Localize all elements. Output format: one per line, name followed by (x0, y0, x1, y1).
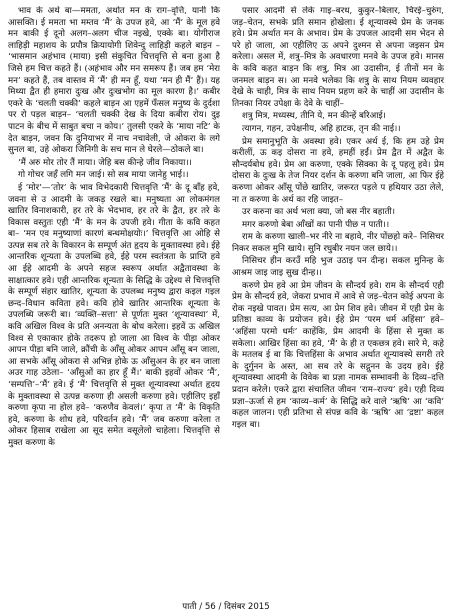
right-column (232, 6, 444, 596)
left-column (8, 6, 220, 596)
verse-line: ‘मैं अरु मोर तोर तैं माया। जेहि बस कीन्हे जीव निकाया।। (18, 157, 192, 168)
verse-line: शत्रु मित्र, मध्यस्थ, तीनि ये, मन कीन्हें बरिआई। (242, 111, 386, 122)
paragraph: भाव के अर्थ बा—ममता, अर्थात मन के राग–वृत्ति, यानी कि आसक्ति। ई ममता भा मम्तव ‘मैं’ के उपज हवे, आ ‘मैं’ के मूल हवे मन बाकी ई दूनो अलग–अलग चीज नइखे, एक्के बा। योगीराज लाहिड़ी महाशय के प्रपौत्र क्रियायोगी शिवेन्दु लाहिड़ी कहले बाड़न – ‘भासमान अहंभाव (माया) इसी संकुचित चित्तवृत्ति से बना हुआ है जिसे हम चित्त कहते हैं। (अहंभाव और मन समरूप हैं। जब हम ‘मेरा मन’ कहते हैं, तब वास्तव में ‘मैं’ ही मन हूँ, यथा ‘मन ही मैं’ हैं)। यह मिथ्या द्वैत ही हमारा दुःख और दुःखभोग का मूल कारण है।’ कबीर एकरे के ‘चलती चक्की’ कहले बाड़न आ एहमें फँसल मनुष्य के दुर्दशा पर रो पड़ल बाड़न– ‘चलती चक्की देख के दिया कबीरा रोय। दुइ पाटन के बीच में साबुत बचा न कोय।’ तुलसी एकरे के ‘माया नटि’ के देत बाड़न, जवन कि दुनियाभर में नाच नचावेली, जे ओकरा के लगे सुनल बा, उहे ओकरा जिनिगी के सच मान ले घेरले—ठोकले बा। (8, 6, 220, 156)
paragraph: पसार आदमी से लेके गाइ–बरध, कुकुर–बिलार, चिरई–चुरुंग, जड़–चेतन, सभके प्रति समान होखेला। ई शून्यावस्थे प्रेम के जनक हवे। प्रेम अर्थात मन के अभाव। प्रेम के उपजल आदमी सम भेदन से परे हो जाला, आ एहीलिए ऊ अपने दुश्मन से अपना जइसन प्रेम करेला। असल में, शत्रु–मित्र के अवधारणा मनवे के उपज हवे। मानस के कवि कहत बाड़न कि शत्रु, मित्र आ उदासीन, ई तीनों मन के जनमल बाड़न स। आ मनवे भलेका कि शत्रु के साथ नियम व्यवहार देखे के चाही, मित्र के साथ नियम प्रहण करे के चाहीं आ उदासीन के तिनका नियर उपेक्षा के देवे के चाहीं– (232, 6, 444, 109)
paragraph: ई ‘मोर’—‘तोर’ के भाव विभेदकारी चित्तवृत्ति ‘मैं’ के दू बाँह हवे, जवना से उ आदमी के जकड़ रखले बा। मनुष्यता आ लोकमंगल खातिर विनाशकारी, हर तरे के भेदभाव, हर तरे के द्वैत, हर तरे के विकास वस्तुतः एही ‘मैं’ के मन के उपजी हवे। गीता के कवि कहत बा– ‘मन एव मनुष्याणां कारणं बन्धमोक्षयोः।’ चित्तवृत्ति आ ओहि से उत्पन्न सब तरे के विकारन के सम्पूर्ण अंत हृदय के मुक्तावस्था हवे। ईहे आन्तरिक शून्यता के उपलब्धि हवे, ईहे परम स्वतंत्रता के प्राप्ति हवे आ ईहे आदमी के अपने सहज स्वरूप अर्थात अद्वैतावस्था के साक्षात्कार हवे। एही आन्तरिक शून्यता के सिद्धि के उद्देश्य से चित्तवृत्ति के सम्पूर्ण संहार खातिर, शून्यता के उपलब्ध मनुष्य द्वारा कइल गइल छन्द–विधान कविता हवे। कवि होवे खातिर आन्तरिक शून्यता के उपलब्धि जरूरी बा। ‘व्यक्ति–सत्ता’ से पूर्णतः मुक्त ‘शून्यावस्था’ में, कवि अखिल विश्व के प्रति अनन्यता के बोध करेला। इहवें ऊ अखिल विश्व से एकाकार होके तदरूप हो जाला आ विश्व के पीड़ा ओकर आपन पीड़ा बनि जाले, क्रौंची के आँसू ओकर आपन आँसू बन जाला, आ सभके आँसू ओकरा से अभिन्न होके ऊ आँसुअन के हर बन जाला अउर गाह उठेला– ‘आँसुओं का हार हूँ मैं।’ बाकी इहवों ओकर ‘मैं’, ‘सम्पत्ति’–‘मैं’ हवे। ई ‘मैं’ चित्तवृत्ति से मुक्त शून्यावस्था अर्थात हृदय के मुक्तावस्था से उत्पन्न करुणा ही असली करुणा हवे। एहीलिए इहाँ करुणा कृपा ना होल हवे– ‘करुणैव केवलं।’ कृपा त ‘मैं’ के विकृति हवे, करुणा के शोध हवे, परिवर्तन हवे। ‘मैं’ जब करुणा करेला त ओकर हिसाब राखेला आ सूद समेत वसूलेलो चाहेला। चित्तवृत्ति से मुक्त करुणा के (8, 182, 220, 448)
verse-line: गो गोचर जहँ लगि मन जाई। सो सब माया जानेहु भाई।। (18, 170, 189, 181)
verse-line: मगर करुणो बेबा आँखों का पानी पीछ न पाती।। (242, 219, 390, 230)
paragraph: प्रेम समानुभूति के अवस्था हवे। एकर अर्थ ई, कि हम उहे प्रेम करीलीं, ऊ कइ दोसरा ना हवे, हमहीं हईं। प्रेम द्वैत में अद्वैत के सौन्दर्यबोध हवे। प्रेम आ करुणा, एक्के सिक्का के दू पहलू हवे। प्रेम दोसरा के दुःख के तेज नियर दर्शन के करुणा बनि जाला, आ फिर ईहे करुणा ओकर आँसू पोंछे खातिर, जरूरत पड़ले प हथियार उठा लेले, ना त करुणा के अर्थ का रहि जाइत– (232, 136, 444, 205)
paragraph: राम के करुणा खाली–भर नीरे ना बहावे, नीर पोंछहो करे– निसिचर निकर सकल मुनि खाये। सुनि रघुबीर नयन जल छाये।। (232, 232, 444, 254)
verse-line: उर करुना का अर्थ भला क्या, जो बस नीर बहाती। (242, 207, 395, 218)
verse-line: निसिचर हीन करउँ महि भुज उठाइ पन दीन्ह। सकल मुनिन्ह के आश्रम जाइ जाइ सुख दीन्ह।। (232, 256, 444, 279)
page-footer: पाती / 56 / दिसंबर 2015 (182, 602, 270, 612)
paragraph: करुणे प्रेम हवे आ प्रेम जीवन के सौन्दर्य हवे। राम के सौन्दर्य एही प्रेम के सौन्दर्य हवे, जेकरा प्रभाव में आवे से जड़–चेतन कोई अपना के रोक नइखे पावत। प्रेम सत्य, आ प्रेम शिव हवे। जीवन में एही प्रेम के प्रतिष्ठा काव्य के प्रयोजन हवे। ईहे प्रेम ‘परम धर्म अहिंसा’ हवे– ‘अहिंसा परमो धर्मः’ काहेंकि, प्रेम आदमी के हिंसा से मुक्त क सकेला। आखिर हिंसा का हवे, ‘मैं’ के ही त एकछत्र हवे। सारे मे, कहे के मतलब ई बा कि चित्तहिंसा के अभाव अर्थात शून्यावस्थे सगरी तरे के दुर्गुनन के अस्त, आ सब तरे के सद्गुनन के उदय हवे। ईहे शून्यावस्था आदमी के विवेक बा प्रज्ञा नामक सम्भावनी के दिव्य–दत्ति प्रदान करेले। एकरे द्वारा संचालित जीवन ‘राम–राज्य’ हवे। एही दिव्य प्रज्ञा–ऊर्जा से हम ‘काव्य–कर्म’ के सिद्धि करे वाले ‘ऋषि’ आ ‘कवि’ कहल जालन। एही प्रतिभा से संपन्न कवि के ‘ऋषि’ आ ‘द्रष्टा’ कहल गइल बा। (232, 280, 444, 430)
verse-line: त्यागन, गहन, उपेक्षनीय, अहि हाटक, तृन की नाई।। (242, 123, 401, 134)
text-columns (8, 6, 444, 596)
